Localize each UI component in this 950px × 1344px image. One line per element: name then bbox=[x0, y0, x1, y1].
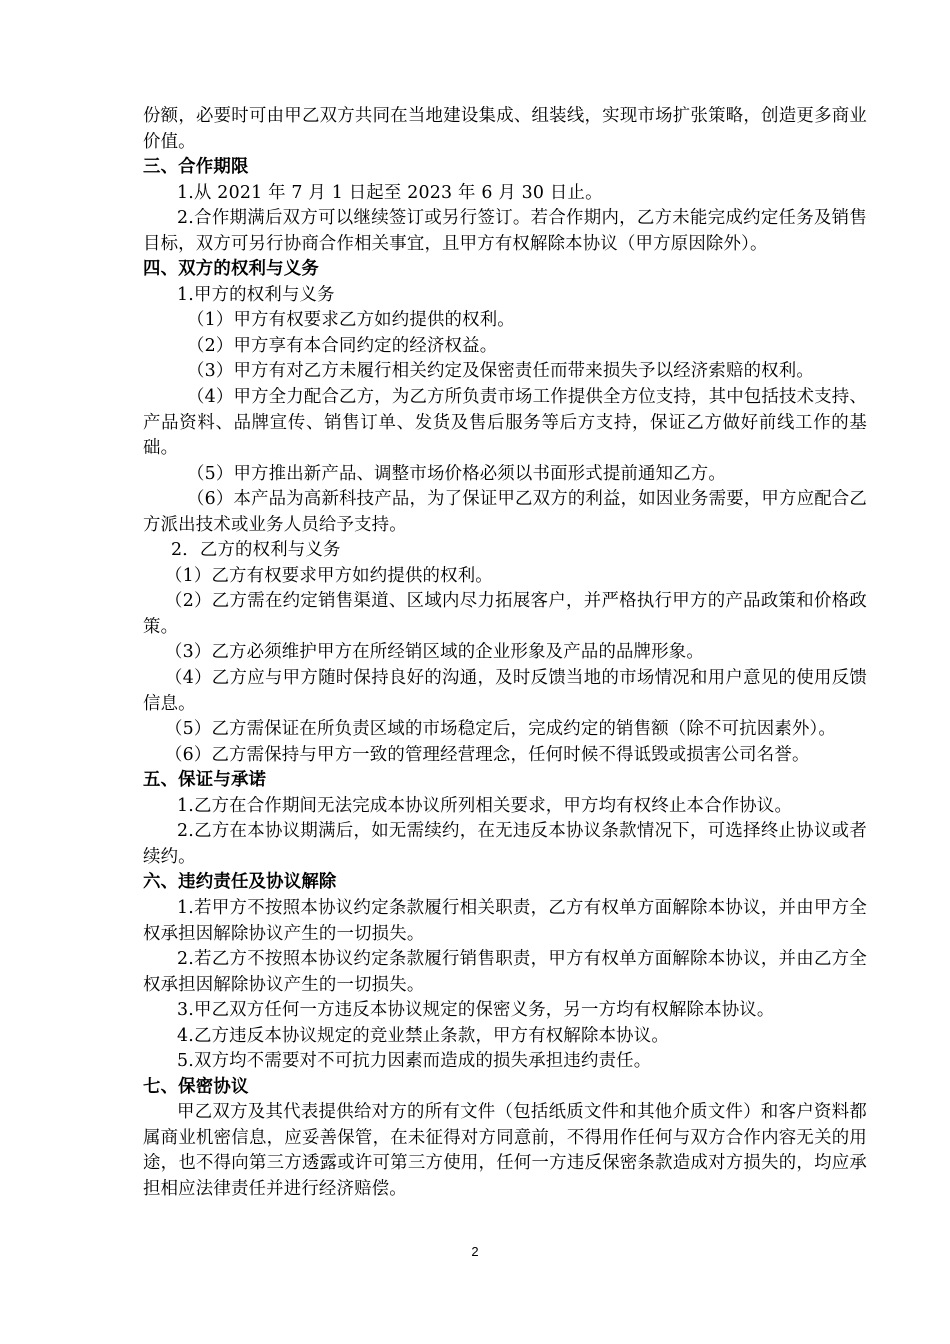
clause-4-2-6: （6）乙方需保持与甲方一致的管理经营理念，任何时候不得诋毁或损害公司名誉。 bbox=[165, 744, 810, 765]
clause-4-1-1: （1）甲方有权要求乙方如约提供的权利。 bbox=[187, 310, 515, 331]
section-heading-confidentiality: 七、保密协议 bbox=[143, 1076, 249, 1097]
clause-4-2-2: （2）乙方需在约定销售渠道、区域内尽力拓展客户，并严格执行甲方的产品政策和价格政策。 bbox=[143, 591, 867, 637]
clause-4-1-4: （4）甲方全力配合乙方，为乙方所负责市场工作提供全方位支持，其中包括技术支持、产品资料、品牌宣传、销售订单、发货及售后服务等后方支持，保证乙方做好前线工作的基础。 bbox=[143, 387, 867, 459]
clause-4-1-5: （5）甲方推出新产品、调整市场价格必须以书面形式提前通知乙方。 bbox=[187, 463, 726, 484]
clause-4-1: 1.甲方的权利与义务 bbox=[177, 284, 335, 305]
section-heading-guarantee: 五、保证与承诺 bbox=[143, 770, 267, 791]
section-heading-breach: 六、违约责任及协议解除 bbox=[143, 872, 337, 893]
clause-6-4: 4.乙方违反本协议规定的竞业禁止条款，甲方有权解除本协议。 bbox=[177, 1025, 669, 1046]
clause-6-3: 3.甲乙双方任何一方违反本协议规定的保密义务，另一方均有权解除本协议。 bbox=[177, 1000, 775, 1021]
clause-4-2-5: （5）乙方需保证在所负责区域的市场稳定后，完成约定的销售额（除不可抗因素外）。 bbox=[165, 719, 837, 740]
clause-4-1-3: （3）甲方有对乙方未履行相关约定及保密责任而带来损失予以经济索赔的权利。 bbox=[187, 361, 814, 382]
clause-4-2-4: （4）乙方应与甲方随时保持良好的沟通，及时反馈当地的市场情况和用户意见的使用反馈信息。 bbox=[143, 668, 867, 714]
clause-6-5: 5.双方均不需要对不可抗力因素而造成的损失承担违约责任。 bbox=[177, 1051, 652, 1072]
document-page bbox=[143, 104, 867, 1203]
clause-3-2: 2.合作期满后双方可以继续签订或另行签订。若合作期内，乙方未能完成约定任务及销售目标，双方可另行协商合作相关事宜，且甲方有权解除本协议（甲方原因除外）。 bbox=[143, 208, 867, 254]
clause-4-1-2: （2）甲方享有本合同约定的经济权益。 bbox=[187, 335, 498, 356]
section-heading-cooperation-term: 三、合作期限 bbox=[143, 157, 249, 178]
clause-5-2: 2.乙方在本协议期满后，如无需续约，在无违反本协议条款情况下，可选择终止协议或者续约。 bbox=[143, 821, 867, 867]
section-heading-rights-obligations: 四、双方的权利与义务 bbox=[143, 259, 319, 280]
clause-4-2-3: （3）乙方必须维护甲方在所经销区域的企业形象及产品的品牌形象。 bbox=[165, 642, 704, 663]
clause-5-1: 1.乙方在合作期间无法完成本协议所列相关要求，甲方均有权终止本合作协议。 bbox=[177, 795, 793, 816]
page-number: 2 bbox=[471, 1244, 479, 1259]
clause-4-2: 2．乙方的权利与义务 bbox=[171, 540, 341, 561]
paragraph-market-share: 份额，必要时可由甲乙双方共同在当地建设集成、组装线，实现市场扩张策略，创造更多商业价值。 bbox=[143, 106, 867, 152]
clause-6-1: 1.若甲方不按照本协议约定条款履行相关职责，乙方有权单方面解除本协议，并由甲方全权承担因解除协议产生的一切损失。 bbox=[143, 897, 867, 944]
clause-3-1: 1.从 2021 年 7 月 1 日起至 2023 年 6 月 30 日止。 bbox=[177, 182, 603, 203]
clause-6-2: 2.若乙方不按照本协议约定条款履行销售职责，甲方有权单方面解除本协议，并由乙方全权承担因解除协议产生的一切损失。 bbox=[143, 949, 867, 995]
clause-7: 甲乙双方及其代表提供给对方的所有文件（包括纸质文件和其他介质文件）和客户资料都属商业机密信息，应妥善保管，在未征得对方同意前，不得用作任何与双方合作内容无关的用途，也不得向第三方透露或许可第三方使用，任何一方违反保密条款造成对方损失的，均应承担相应法律责任并进行经济赔偿。 bbox=[143, 1102, 867, 1199]
clause-4-1-6: （6）本产品为高新科技产品，为了保证甲乙双方的利益，如因业务需要，甲方应配合乙方派出技术或业务人员给予支持。 bbox=[143, 489, 867, 535]
clause-4-2-1: （1）乙方有权要求甲方如约提供的权利。 bbox=[165, 565, 493, 586]
